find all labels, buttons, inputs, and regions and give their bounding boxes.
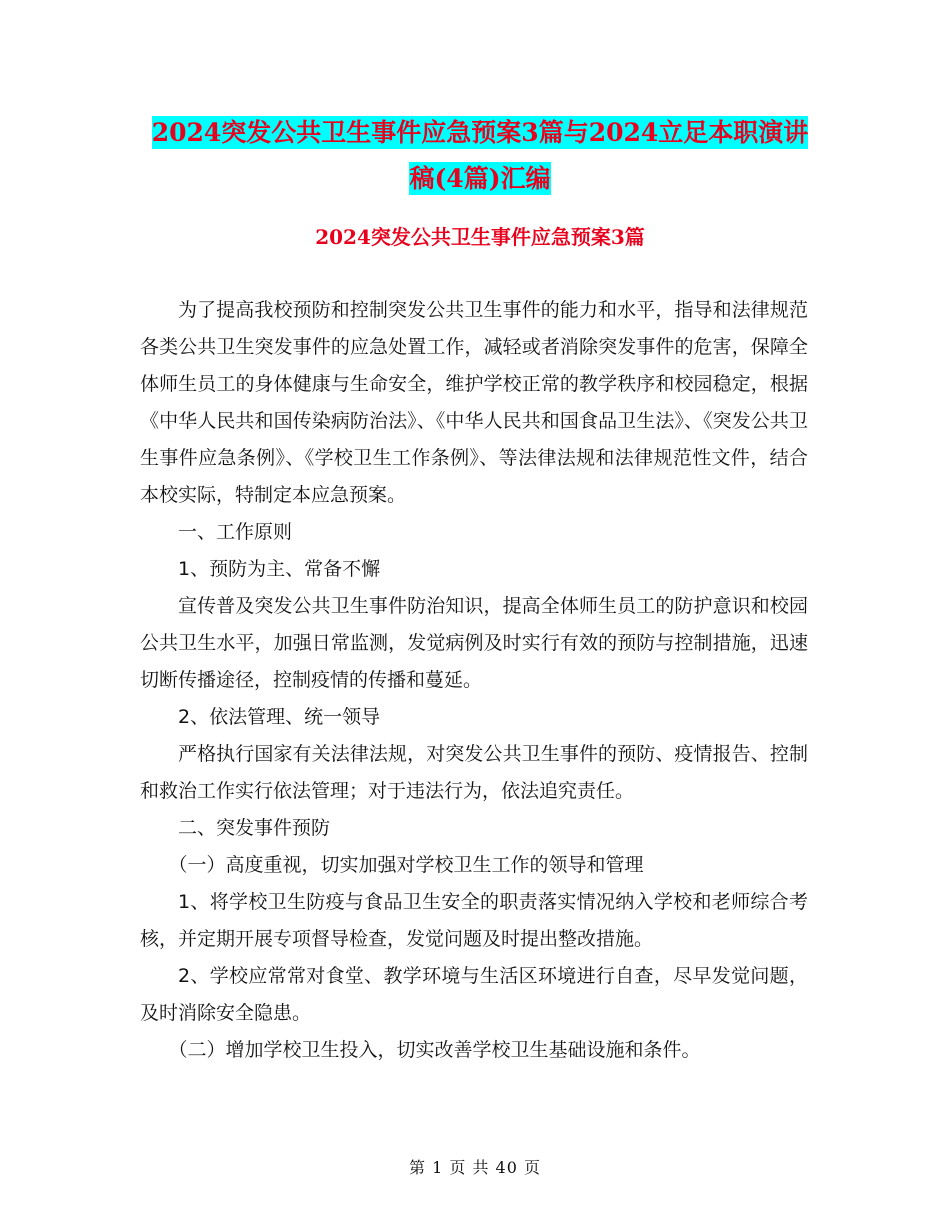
subheading-leadership: （一）高度重视，切实加强对学校卫生工作的领导和管理 <box>168 854 644 876</box>
subheading-investment: （二）增加学校卫生投入，切实改善学校卫生基础设施和条件。 <box>168 1039 701 1061</box>
paragraph-intro: 为了提高我校预防和控制突发公共卫生事件的能力和水平，指导和法律规范各类公共卫生突发事件的应急处置工作，减轻或者消除突发事件的危害，保障全体师生员工的身体健康与生命安全，维护学校正常的教学秩序和校园稳定，根据《中华人民共和国传染病防治法》、《中华人民共和国食品卫生法》、《突发公共卫生事件应急条例》、《学校卫生工作条例》、等法律法规和法律规范性文件，结合本校实际，特制定本应急预案。 <box>140 299 808 506</box>
page-number-footer: 第 1 页 共 40 页 <box>409 1158 541 1177</box>
document-body <box>140 292 808 1069</box>
heading-work-principles: 一、工作原则 <box>178 521 293 543</box>
section-title: 2024突发公共卫生事件应急预案3篇 <box>315 225 645 249</box>
subheading-lawful-management: 2、依法管理、统一领导 <box>178 706 381 728</box>
paragraph-prevention-first: 宣传普及突发公共卫生事件防治知识，提高全体师生员工的防护意识和校园公共卫生水平，加强日常监测，发觉病例及时实行有效的预防与控制措施，迅速切断传播途径，控制疫情的传播和蔓延。 <box>140 595 808 691</box>
subheading-prevention-first: 1、预防为主、常备不懈 <box>178 558 381 580</box>
heading-event-prevention: 二、突发事件预防 <box>178 817 331 839</box>
paragraph-self-inspection: 2、学校应常常对食堂、教学环境与生活区环境进行自查，尽早发觉问题，及时消除安全隐患。 <box>140 965 808 1024</box>
paragraph-assessment: 1、将学校卫生防疫与食品卫生安全的职责落实情况纳入学校和老师综合考核，并定期开展专项督导检查，发觉问题及时提出整改措施。 <box>140 891 808 950</box>
paragraph-lawful-management: 严格执行国家有关法律法规，对突发公共卫生事件的预防、疫情报告、控制和救治工作实行依法管理；对于违法行为，依法追究责任。 <box>140 743 808 802</box>
document-title-text: 2024突发公共卫生事件应急预案3篇与2024立足本职演讲稿(4篇)汇编 <box>151 118 809 193</box>
document-title <box>140 110 820 202</box>
